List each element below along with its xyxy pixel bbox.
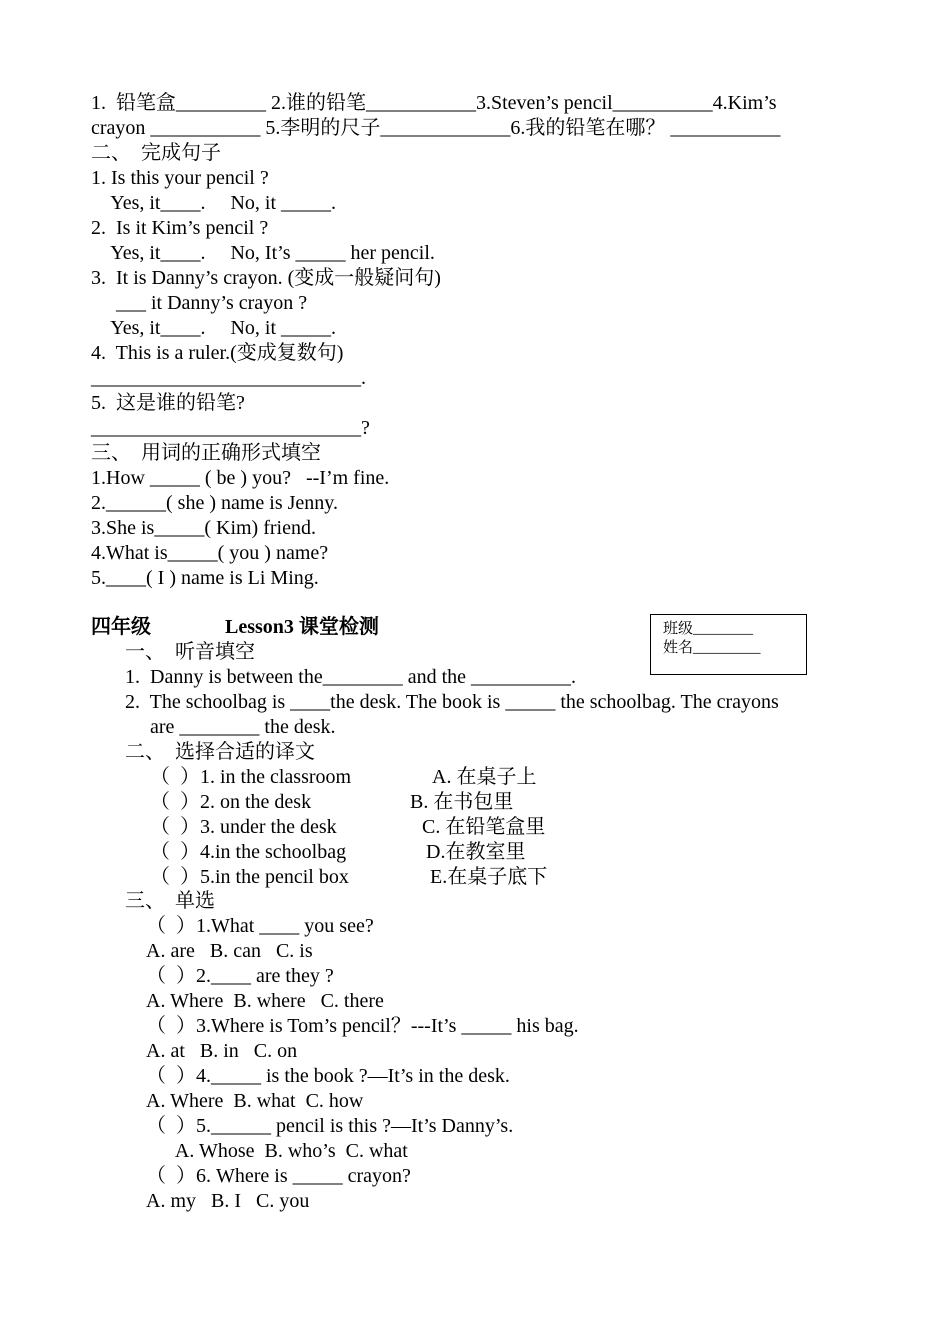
match-item-english: （ ）3. under the desk bbox=[150, 816, 337, 838]
answer-blank-line: ___________________________? bbox=[91, 417, 370, 439]
match-item-chinese: C. 在铅笔盒里 bbox=[422, 816, 546, 838]
section-heading-listening: 一、 听音填空 bbox=[125, 641, 255, 663]
student-name-label: 姓名_________ bbox=[663, 640, 761, 656]
question-line: （ ）1.What ____ you see? bbox=[146, 915, 374, 937]
answer-options: A. Where B. what C. how bbox=[146, 1090, 364, 1112]
question-line: 1. Danny is between the________ and the __________. bbox=[125, 666, 577, 688]
question-line: 4. This is a ruler.(变成复数句) bbox=[91, 342, 344, 364]
section-heading-translation: 二、 选择合适的译文 bbox=[125, 741, 315, 763]
question-line: 3. It is Danny’s crayon. (变成一般疑问句) bbox=[91, 267, 441, 289]
question-line: 2. Is it Kim’s pencil ? bbox=[91, 217, 269, 239]
match-item-chinese: D.在教室里 bbox=[426, 841, 526, 863]
match-item-chinese: E.在桌子底下 bbox=[430, 866, 548, 888]
translation-line-1: 1. 铅笔盒_________ 2.谁的铅笔___________3.Steven’s pencil__________4.Kim’s bbox=[91, 92, 777, 114]
match-item-english: （ ）1. in the classroom bbox=[150, 766, 352, 788]
section-heading-multiple-choice: 三、 单选 bbox=[125, 890, 215, 912]
match-item-english: （ ）2. on the desk bbox=[150, 791, 312, 813]
question-line: （ ）3.Where is Tom’s pencil？---It’s _____ his bag. bbox=[146, 1015, 579, 1037]
section-heading-complete-sentences: 二、 完成句子 bbox=[91, 142, 221, 164]
question-line: ___ it Danny’s crayon ? bbox=[91, 292, 308, 314]
question-line: 2.______( she ) name is Jenny. bbox=[91, 492, 338, 514]
grade-label: 四年级 bbox=[91, 616, 151, 638]
question-line: Yes, it____. No, It’s _____ her pencil. bbox=[91, 242, 435, 264]
match-item-chinese: A. 在桌子上 bbox=[432, 766, 537, 788]
test-title: Lesson3 课堂检测 bbox=[225, 616, 379, 638]
match-item-english: （ ）4.in the schoolbag bbox=[150, 841, 347, 863]
question-line: （ ）6. Where is _____ crayon? bbox=[146, 1165, 411, 1187]
match-item-english: （ ）5.in the pencil box bbox=[150, 866, 349, 888]
question-line: 1.How _____ ( be ) you? --I’m fine. bbox=[91, 467, 390, 489]
question-line: 2. The schoolbag is ____the desk. The book is _____ the schoolbag. The crayons bbox=[125, 691, 779, 713]
question-line: （ ）2.____ are they ? bbox=[146, 965, 334, 987]
class-label: 班级________ bbox=[663, 621, 754, 637]
question-line: 4.What is_____( you ) name? bbox=[91, 542, 329, 564]
section-heading-word-forms: 三、 用词的正确形式填空 bbox=[91, 442, 321, 464]
translation-line-2: crayon ___________ 5.李明的尺子_____________6.我的铅笔在哪？ ___________ bbox=[91, 117, 781, 139]
answer-options: A. at B. in C. on bbox=[146, 1040, 298, 1062]
question-line: （ ）4._____ is the book ?—It’s in the desk. bbox=[146, 1065, 510, 1087]
answer-blank-line: ___________________________. bbox=[91, 367, 366, 389]
answer-options: A. Whose B. who’s C. what bbox=[146, 1140, 408, 1162]
question-line: are ________ the desk. bbox=[125, 716, 336, 738]
question-line: Yes, it____. No, it _____. bbox=[91, 317, 337, 339]
question-line: Yes, it____. No, it _____. bbox=[91, 192, 337, 214]
question-line: （ ）5.______ pencil is this ?—It’s Danny’s. bbox=[146, 1115, 514, 1137]
class-name-box bbox=[650, 614, 807, 675]
question-line: 3.She is_____( Kim) friend. bbox=[91, 517, 316, 539]
answer-options: A. my B. I C. you bbox=[146, 1190, 310, 1212]
answer-options: A. are B. can C. is bbox=[146, 940, 313, 962]
question-line: 5. 这是谁的铅笔? bbox=[91, 392, 245, 414]
question-line: 5.____( I ) name is Li Ming. bbox=[91, 567, 319, 589]
match-item-chinese: B. 在书包里 bbox=[410, 791, 514, 813]
answer-options: A. Where B. where C. there bbox=[146, 990, 384, 1012]
question-line: 1. Is this your pencil ? bbox=[91, 167, 269, 189]
